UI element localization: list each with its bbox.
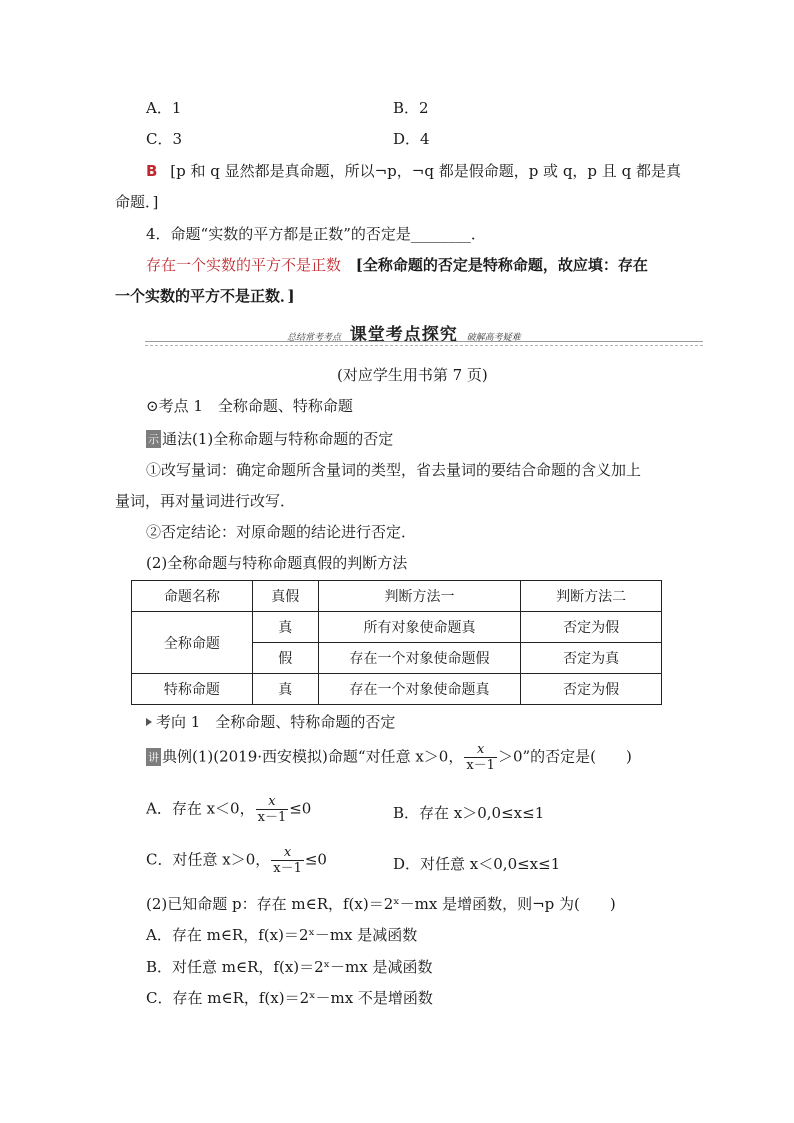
table-cell: 真 <box>252 612 318 643</box>
method-tag: 示 <box>146 430 161 448</box>
question-2-stem: (2)已知命题 p：存在 m∈R，f(x)＝2ˣ－mx 是增函数，则¬p 为( ) <box>146 895 616 913</box>
table-cell-category: 特称命题 <box>132 674 253 705</box>
answer-4-red: 存在一个实数的平方不是正数 <box>146 256 342 274</box>
triangle-arrow-icon <box>146 718 152 726</box>
example-prefix: 典例(1)(2019·西安模拟)命题“对任意 x＞0， <box>162 747 464 766</box>
option-a-suffix: ≤0 <box>289 799 312 818</box>
answer-letter: B <box>146 162 158 180</box>
question-2-option-c: C．存在 m∈R，f(x)＝2ˣ－mx 不是增函数 <box>146 989 433 1007</box>
table-header-cell: 真假 <box>252 581 318 612</box>
question-4: 4．命题“实数的平方都是正数”的否定是________． <box>146 225 486 243</box>
example-stem <box>146 742 632 773</box>
example-tag: 讲 <box>146 748 161 766</box>
table-cell: 所有对象使命题真 <box>318 612 521 643</box>
table-cell: 假 <box>252 643 318 674</box>
option-c-prefix: C．对任意 x＞0， <box>146 850 271 869</box>
banner-rule <box>145 341 703 342</box>
fraction-numerator: x <box>283 845 292 860</box>
answer-explanation: [p 和 q 显然都是真命题，所以¬p，¬q 都是假命题，p 或 q，p 且 q 都是真 <box>170 162 681 180</box>
table-header-cell: 判断方法二 <box>521 581 662 612</box>
banner-rule-dashed <box>145 345 703 346</box>
method-heading-text: 通法(1)全称命题与特称命题的否定 <box>162 430 394 448</box>
kaoxiang-text: 考向 1 全称命题、特称命题的否定 <box>156 713 396 731</box>
judgement-table <box>131 580 662 705</box>
method-p2: ②否定结论：对原命题的结论进行否定． <box>146 523 417 541</box>
table-cell: 否定为假 <box>521 674 662 705</box>
method-heading <box>146 428 393 449</box>
table-cell: 存在一个对象使命题真 <box>318 674 521 705</box>
fraction-denominator: x－1 <box>466 758 495 773</box>
table-cell-category: 全称命题 <box>132 612 253 674</box>
banner-right-text: 破解高考疑难 <box>466 333 521 343</box>
answer-4-explain: [全称命题的否定是特称命题，故应填：存在 <box>355 256 648 274</box>
question-2-option-b: B．对任意 m∈R，f(x)＝2ˣ－mx 是减函数 <box>146 958 433 976</box>
fraction-numerator: x <box>268 794 276 809</box>
option-c-suffix: ≤0 <box>304 850 327 869</box>
example-option-c <box>146 845 327 876</box>
fraction-numerator: x <box>476 742 485 757</box>
answer-4-line1 <box>146 254 648 275</box>
table-header-cell: 判断方法一 <box>318 581 521 612</box>
kaodian-heading: ⊙考点 1 全称命题、特称命题 <box>146 397 353 415</box>
answer-3-line2: 命题．] <box>115 193 159 211</box>
choice-d: D．4 <box>393 130 430 148</box>
table-cell: 存在一个对象使命题假 <box>318 643 521 674</box>
table-cell: 否定为真 <box>521 643 662 674</box>
banner-left-text: 总结常考考点 <box>287 333 342 343</box>
method-p3: (2)全称命题与特称命题真假的判断方法 <box>146 554 408 572</box>
kaoxiang-heading <box>146 711 395 732</box>
choice-a: A．1 <box>146 99 182 117</box>
answer-4-line2: 一个实数的平方不是正数．] <box>115 287 295 305</box>
choice-b: B．2 <box>393 99 429 117</box>
choice-c: C．3 <box>146 130 183 148</box>
table-cell: 否定为假 <box>521 612 662 643</box>
example-option-d: D．对任意 x＜0,0≤x≤1 <box>393 855 561 873</box>
fraction-denominator: x－1 <box>273 861 302 876</box>
table-header-row <box>132 581 662 612</box>
table-cell: 真 <box>252 674 318 705</box>
banner-title: 课堂考点探究 <box>349 325 458 345</box>
answer-3-line1 <box>146 160 681 181</box>
table-row <box>132 674 662 705</box>
method-p1-line2: 量词，再对量词进行改写． <box>115 492 296 510</box>
question-2-option-a: A．存在 m∈R，f(x)＝2ˣ－mx 是减函数 <box>146 926 418 944</box>
example-suffix: ＞0”的否定是( ) <box>497 747 632 766</box>
table-header-cell: 命题名称 <box>132 581 253 612</box>
fraction-denominator: x－1 <box>257 810 287 825</box>
fraction <box>464 742 497 773</box>
option-a-prefix: A．存在 x＜0， <box>146 799 255 818</box>
example-option-a <box>146 794 311 825</box>
reference-page: (对应学生用书第 7 页) <box>337 366 488 384</box>
fraction <box>271 845 304 876</box>
example-option-b: B．存在 x＞0,0≤x≤1 <box>393 804 545 822</box>
table-row <box>132 612 662 643</box>
method-p1-line1: ①改写量词：确定命题所含量词的类型，省去量词的要结合命题的含义加上 <box>146 461 642 479</box>
fraction <box>256 794 289 825</box>
